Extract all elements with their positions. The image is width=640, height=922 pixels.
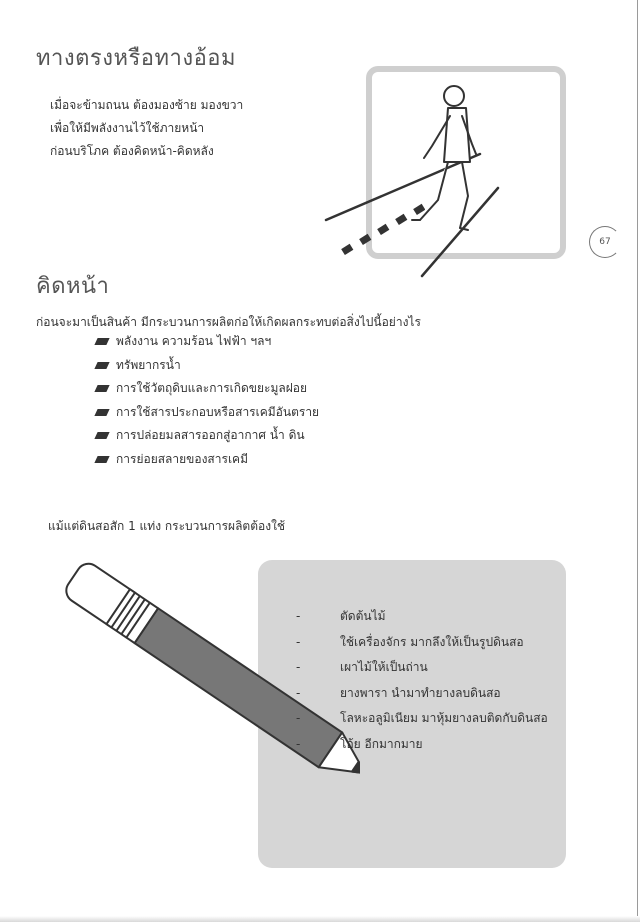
bullet-icon (94, 409, 109, 416)
list-item (296, 706, 548, 732)
bullet-icon (94, 456, 109, 463)
process-list (296, 604, 548, 757)
list-item-label: โลหะอลูมิเนียม มาหุ้มยางลบติดกับดินสอ (340, 711, 548, 725)
dash: - (296, 609, 301, 623)
list-item-label: การใช้สารประกอบหรือสารเคมีอันตราย (116, 404, 320, 419)
list-item-label: การปล่อยมลสารออกสู่อากาศ น้ำ ดิน (116, 428, 305, 442)
page-number: 67 (589, 226, 621, 258)
list-item (296, 732, 548, 758)
list-item-label: การย่อยสลายของสารเคมี (116, 451, 248, 466)
bullet-icon (94, 362, 109, 369)
dash: - (296, 685, 301, 700)
think-ahead-intro: ก่อนจะมาเป็นสินค้า มีกระบวนการผลิตก่อให้เกิดผลกระทบต่อสิ่งไปนี้อย่างไร (36, 315, 421, 329)
list-item (296, 630, 548, 656)
section-title-direct-indirect: ทางตรงหรือทางอ้อม (36, 46, 236, 71)
dash: - (296, 711, 301, 725)
intro-line: เพื่อให้มีพลังงานไว้ใช้ภายหน้า (50, 121, 205, 135)
bullet-icon (94, 338, 109, 345)
list-item-label: ใช้เครื่องจักร มากลึงให้เป็นรูปดินสอ (340, 634, 524, 649)
list-item-label: ทรัพยากรน้ำ (116, 357, 181, 372)
list-item-label: การใช้วัตถุดิบและการเกิดขยะมูลฝอย (116, 381, 308, 395)
pencil-intro: แม้แต่ดินสอสัก 1 แท่ง กระบวนการผลิตต้องใช้ (48, 519, 286, 533)
list-item (96, 424, 319, 448)
list-item (96, 377, 319, 401)
list-item (296, 681, 548, 707)
list-item (296, 604, 548, 630)
list-item-label: พลังงาน ความร้อน ไฟฟ้า ฯลฯ (116, 334, 272, 348)
street-line (326, 154, 480, 220)
list-item-label: ยางพารา นำมาทำยางลบดินสอ (340, 685, 501, 700)
impact-list (96, 330, 319, 471)
intro-line: ก่อนบริโภค ต้องคิดหน้า-คิดหลัง (50, 144, 214, 158)
list-item-label: เผาไม้ให้เป็นถ่าน (340, 660, 428, 674)
dash: - (296, 634, 301, 649)
intro-lines (50, 94, 243, 163)
list-item (96, 354, 319, 378)
scan-shadow (0, 916, 640, 922)
list-item (296, 655, 548, 681)
page-edge (637, 0, 638, 922)
list-item (96, 401, 319, 425)
list-item (96, 448, 319, 472)
list-item-label: โอ้ย อีกมากมาย (340, 736, 423, 751)
list-item-label: ตัดต้นไม้ (340, 609, 386, 623)
walking-person-icon (320, 70, 520, 280)
bullet-icon (94, 385, 109, 392)
bullet-icon (94, 432, 109, 439)
intro-line: เมื่อจะข้ามถนน ต้องมองซ้าย มองขวา (50, 98, 244, 112)
section-title-think-ahead: คิดหน้า (36, 274, 110, 299)
dash: - (296, 736, 301, 751)
crosswalk-dashes (341, 204, 425, 255)
dash: - (296, 660, 301, 674)
list-item (96, 330, 319, 354)
